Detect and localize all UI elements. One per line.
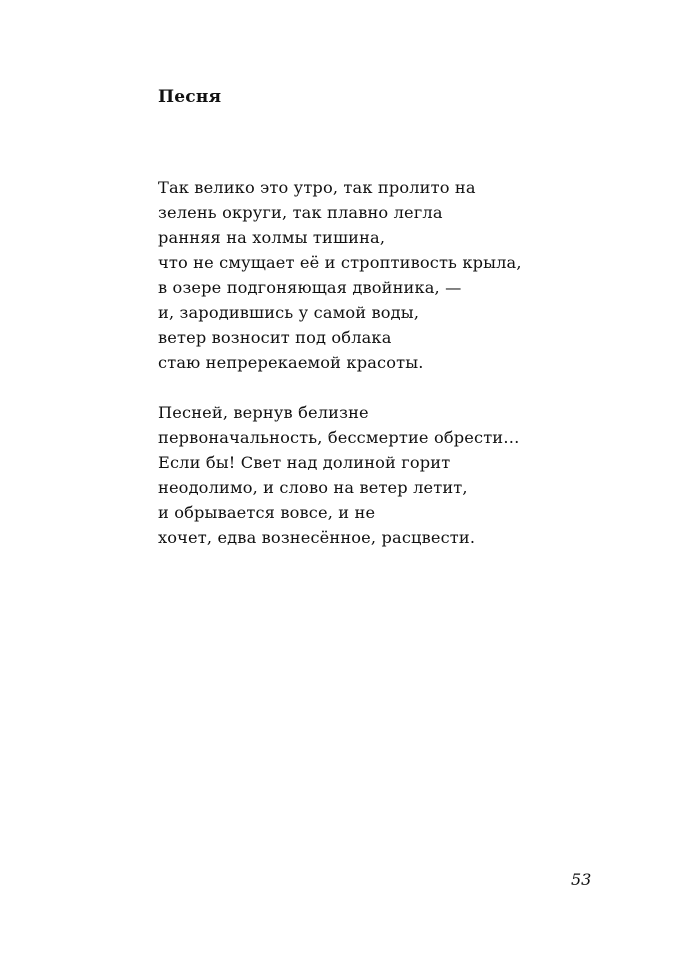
poem-line: Песней, вернув белизне [158, 403, 369, 422]
poem-line: ветер возносит под облака [158, 328, 392, 347]
page-number: 53 [571, 870, 592, 889]
poem-line: ранняя на холмы тишина, [158, 228, 386, 247]
poem-line: и обрывается вовсе, и не [158, 503, 376, 522]
poem-line: первоначальность, бессмертие обрести… [158, 428, 520, 447]
stanza-2 [158, 400, 520, 550]
poem-line: стаю непререкаемой красоты. [158, 353, 424, 372]
poem-line: неодолимо, и слово на ветер летит, [158, 478, 468, 497]
poem-line: в озере подгоняющая двойника, — [158, 278, 462, 297]
stanza-1 [158, 175, 522, 375]
poem-line: Так велико это утро, так пролито на [158, 178, 476, 197]
poem-line: Если бы! Свет над долиной горит [158, 453, 451, 472]
poem-line: хочет, едва вознесённое, расцвести. [158, 528, 476, 547]
poem-title: Песня [158, 87, 222, 107]
poem-line: что не смущает её и строптивость крыла, [158, 253, 522, 272]
poem-line: и, зародившись у самой воды, [158, 303, 420, 322]
poem-line: зелень округи, так плавно легла [158, 203, 443, 222]
